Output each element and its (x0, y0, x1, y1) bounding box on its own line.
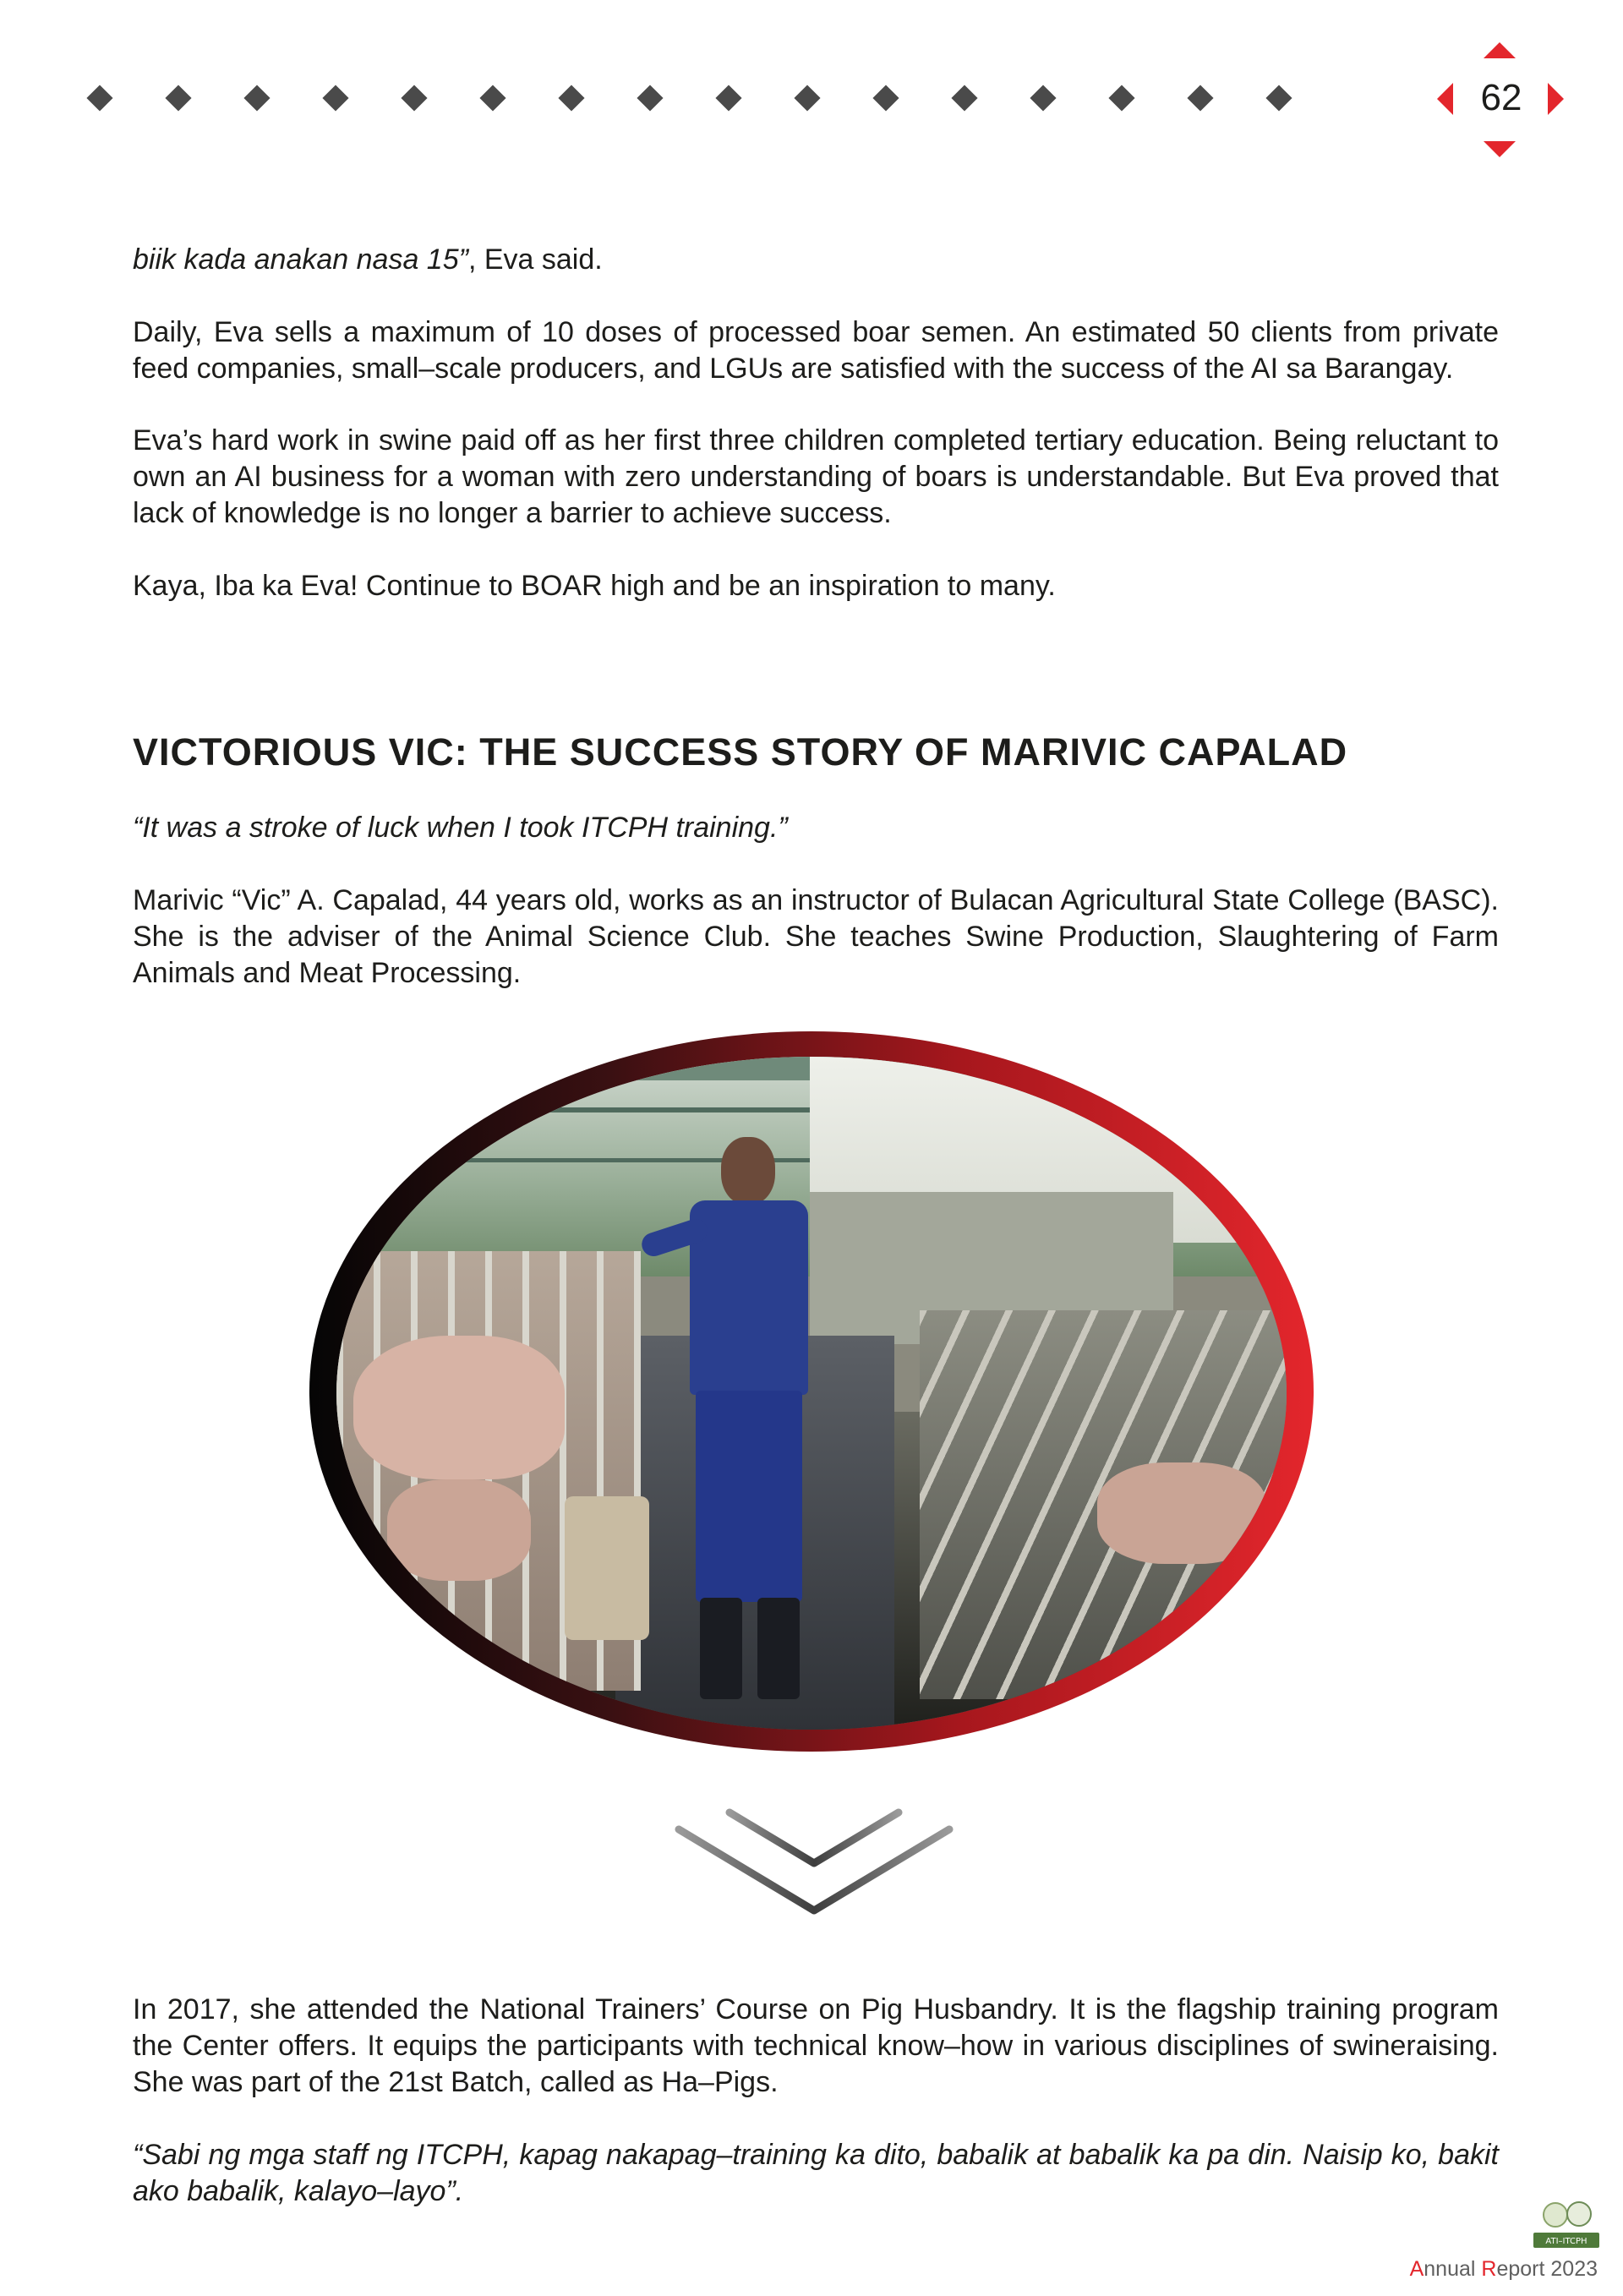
diamond-icon (872, 85, 899, 111)
footer-report-rest: eport 2023 (1496, 2257, 1598, 2281)
diamond-icon (479, 85, 505, 111)
paragraph-training-2017: In 2017, she attended the National Trainers’ Course on Pig Husbandry. It is the flagship training program the Center offers. It equips the participants with technical know–how in various disciplines of swineraising. She was part of the 21st Batch, called as Ha–Pigs. (133, 1993, 1499, 2098)
chevron-down-icon (672, 1801, 956, 1923)
paragraph-hard-work: Eva’s hard work in swine paid off as her first three children completed tertiary education. Being reluctant to own an AI business for a woman with zero understanding of boars is understandable. But Eva proved that lack of knowledge is no longer a barrier to achieve success. (133, 424, 1499, 529)
pull-quote: “It was a stroke of luck when I took ITCPH training.” (133, 812, 788, 844)
footer-annual-rest: nnual (1424, 2257, 1482, 2281)
attribution-text: , Eva said. (467, 243, 603, 276)
arrow-left-icon (1437, 83, 1453, 115)
ati-itcph-logo (1532, 2200, 1601, 2250)
footer-letter-a: A (1409, 2257, 1424, 2281)
diamond-icon (1187, 85, 1213, 111)
arrow-down-icon (1484, 141, 1516, 157)
arrow-right-icon (1548, 83, 1564, 115)
diamond-icon (637, 85, 663, 111)
footer-annual-report (1319, 2256, 1598, 2282)
italic-quote-fragment: biik kada anakan nasa 15” (133, 243, 468, 276)
diamond-icon (794, 85, 820, 111)
page-number: 62 (1480, 77, 1522, 118)
quote-itcph-staff: “Sabi ng mga staff ng ITCPH, kapag nakapag–training ka dito, babalik at babalik ka pa din. Naisip ko, bakit ako babalik, kalayo–layo”. (133, 2139, 1499, 2207)
diamond-icon (322, 85, 348, 111)
diamond-icon (951, 85, 977, 111)
diamond-icon (401, 85, 427, 111)
photo-piggery (336, 1057, 1287, 1730)
decorative-diamond-row (87, 85, 1292, 111)
diamond-icon (165, 85, 191, 111)
arrow-up-icon (1484, 42, 1516, 58)
paragraph-marivic-intro: Marivic “Vic” A. Capalad, 44 years old, works as an instructor of Bulacan Agricultural State College (BASC). She is the adviser of the Animal Science Club. She teaches Swine Production, Slaughtering of Farm Animals and Meat Processing. (133, 884, 1499, 989)
paragraph-daily-sales: Daily, Eva sells a maximum of 10 doses of processed boar semen. An estimated 50 clients from private feed companies, small–scale producers, and LGUs are satisfied with the success of the AI sa Barangay. (133, 316, 1499, 385)
page-number-indicator (1437, 38, 1564, 161)
paragraph-eva-quote-end (133, 242, 1499, 278)
diamond-icon (1108, 85, 1134, 111)
logo-text: ATI–ITCPH (1545, 2237, 1587, 2246)
diamond-icon (715, 85, 741, 111)
section-heading: VICTORIOUS VIC: THE SUCCESS STORY OF MARIVIC CAPALAD (133, 730, 1348, 774)
diamond-icon (1030, 85, 1056, 111)
footer-letter-r: R (1481, 2257, 1497, 2281)
diamond-icon (86, 85, 112, 111)
diamond-icon (558, 85, 584, 111)
paragraph-closing: Kaya, Iba ka Eva! Continue to BOAR high and be an inspiration to many. (133, 570, 1056, 602)
diamond-icon (1265, 85, 1292, 111)
diamond-icon (243, 85, 270, 111)
